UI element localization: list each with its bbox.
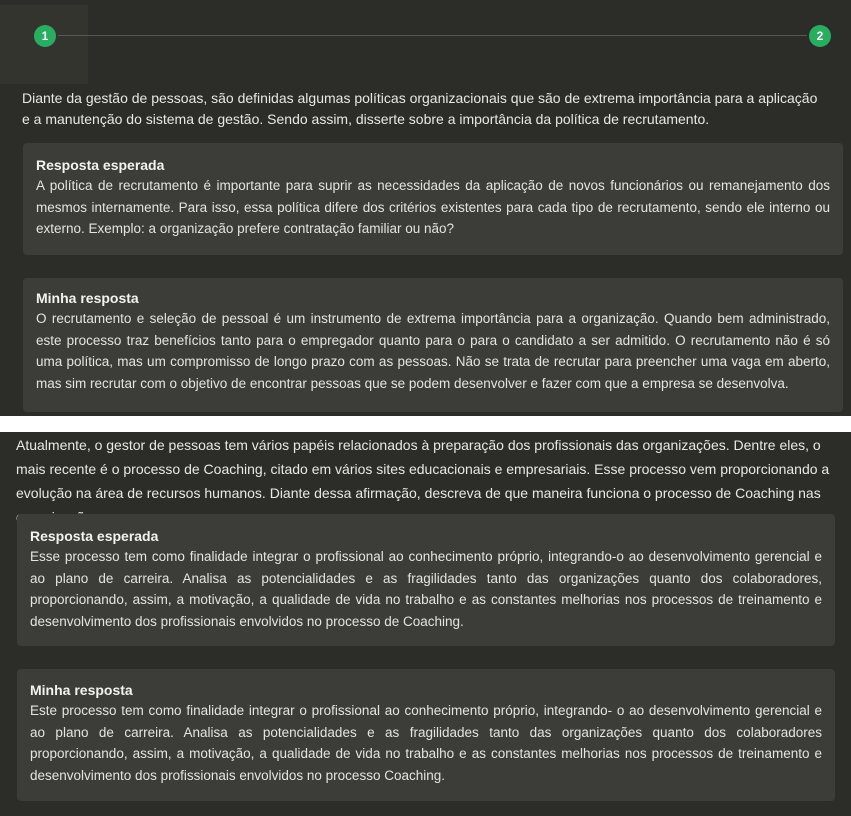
expected-answer-card xyxy=(23,143,843,255)
my-answer-card xyxy=(23,278,843,412)
step-progress xyxy=(0,0,851,84)
step-1-button[interactable]: 1 xyxy=(34,25,56,47)
expected-answer-text: A política de recrutamento é importante para suprir as necessidades da aplicação de novos funcionários ou remanejamento dos mesmos internamente. Para isso, essa política difere dos critérios existentes para cada tipo de recrutamento, sendo ele interno ou externo. Exemplo: a organização prefere contratação familiar ou não? xyxy=(36,178,830,236)
my-answer-text: O recrutamento e seleção de pessoal é um instrumento de extrema importância para a organização. Quando bem administrado, este processo traz benefícios tanto para o empregador quanto para o para o candidato a ser admitido. O recrutamento não é só uma política, mas um compromisso de longo prazo com as pessoas. Não se trata de recrutar para preencher uma vaga em aberto, mas sim recrutar com o objetivo de encontrar pessoas que se podem desenvolver e fazer com que a empresa se desenvolva. xyxy=(36,311,830,391)
question-prompt: Atualmente, o gestor de pessoas tem vários papéis relacionados à preparação dos profissionais das organizações. Dentre eles, o mais recente é o processo de Coaching, citado em vários sites educacionais e empresariais. Esse processo vem proporcionando a evolução na área de recursos humanos. Diante dessa afirmação, descreva de que maneira funciona o processo de Coaching nas xyxy=(16,437,830,501)
question-prompt: Diante da gestão de pessoas, são definidas algumas políticas organizacionais que são de extrema importância para a aplicação e a manutenção do sistema de gestão. Sendo assim, disserte sobre a importância da política de recrutamento. xyxy=(22,90,818,127)
my-answer-title: Minha resposta xyxy=(30,682,133,698)
step-connector-line xyxy=(58,35,807,36)
expected-answer-title: Resposta esperada xyxy=(36,157,165,173)
expected-answer-title: Resposta esperada xyxy=(30,528,159,544)
expected-answer-text: Esse processo tem como finalidade integrar o profissional ao conhecimento próprio, integrando-o ao desenvolvimento gerencial e ao plano de carreira. Analisa as potencialidades e as fragilidades tanto das organizações quanto dos colaboradores, proporcionando, assim, a motivação, a qualidade de vida no trabalho e as constantes melhorias nos processos de treinamento e desenvolvimento dos profissionais envolvidos no processo de Coaching. xyxy=(30,549,822,629)
expected-answer-card xyxy=(17,514,835,646)
my-answer-title: Minha resposta xyxy=(36,290,139,306)
step-2-button[interactable]: 2 xyxy=(809,25,831,47)
my-answer-text: Este processo tem como finalidade integrar o profissional ao conhecimento próprio, integrando- o ao desenvolvimento gerencial e ao plano de carreira. Analisa as potencialidades e as fragilidades tanto das organizações quanto dos colaboradores proporcionando, assim, a motivação, a qualidade de vida no trabalho e as constantes melhorias nos processos de treinamento e desenvolvimento dos profissionais envolvidos no processo Coaching. xyxy=(30,703,822,783)
my-answer-card xyxy=(17,669,835,801)
